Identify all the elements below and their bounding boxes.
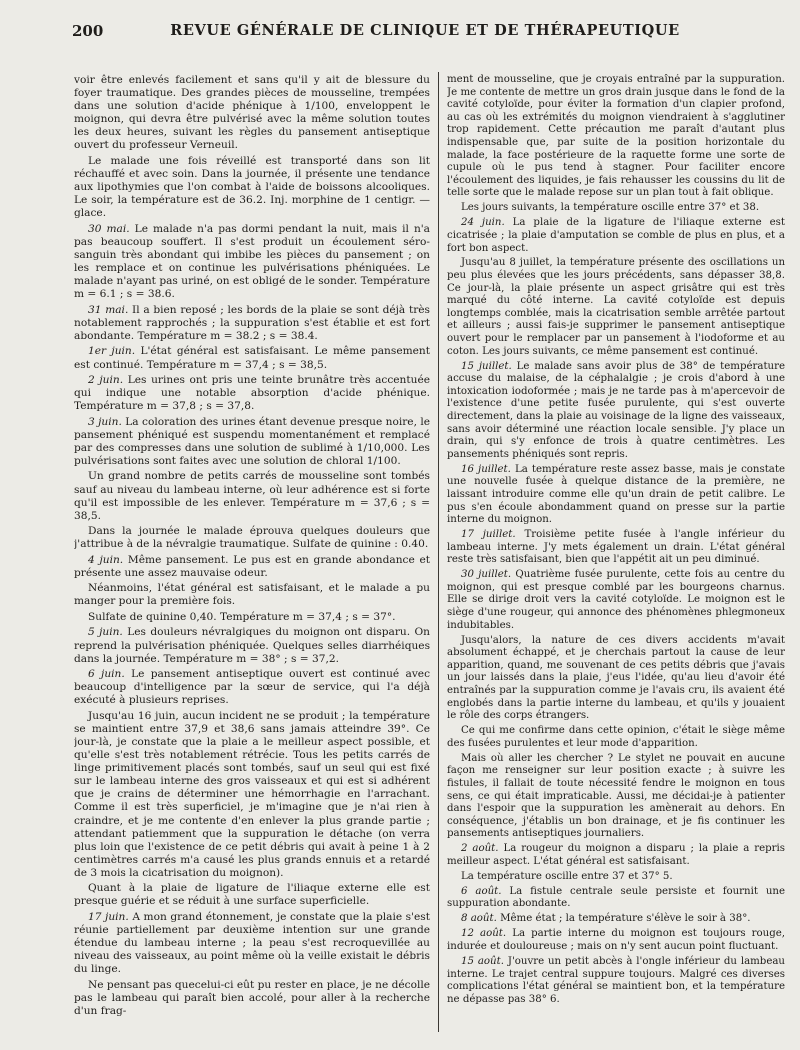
paragraph-text: Le malade une fois réveillé est transporté dans son lit réchauffé et avec soin. Dans la journée, il présente une tendance aux lipothymies que l'on combat à l'aide de boissons alcooliques. Le soir, la température est de 36.2. Inj. morphine de 1 centigr. — glace.: [74, 154, 430, 220]
column-divider: [438, 72, 439, 1032]
entry-date: 5 juin.: [88, 626, 123, 639]
paragraph: [447, 956, 785, 1006]
entry-date: 2 juin.: [88, 374, 124, 387]
paragraph-text: Un grand nombre de petits carrés de mousseline sont tombés sauf au niveau du lambeau interne, où leur adhérence est si forte qu'il est impossible de les enlever. Température m = 37,6 ; s = 38,5.: [74, 470, 430, 522]
paragraph: [447, 871, 785, 884]
paragraph: [447, 257, 785, 358]
paragraph: [447, 361, 785, 462]
paragraph: [74, 911, 430, 976]
paragraph-text: Dans la journée le malade éprouva quelques douleurs que j'attribue à de la névralgie traumatique. Sulfate de quinine : 0.40.: [74, 525, 430, 551]
paragraph-text: A mon grand étonnement, je constate que la plaie s'est réunie partiellement par deuxième intention sur une grande étendue du lambeau interne ; la peau s'est recroquevillée au niveau des vaisseaux, au point même où la veille existait le débris du linge.: [74, 910, 430, 976]
paragraph-text: Il a bien reposé ; les bords de la plaie se sont déjà très notablement rapprochés ; la suppuration s'est établie et est fort abondante. Température m = 38.2 ; s = 38.4.: [74, 303, 430, 342]
paragraph-text: Quatrième fusée purulente, cette fois au centre du moignon, qui est presque comblé par les bourgeons charnus. Elle se dirige droit vers la cavité cotyloïde. Le moignon est le siège d'une rougeur, qui annonce des phénomènes phlegmoneux indubitables.: [447, 569, 785, 631]
paragraph-text: J'ouvre un petit abcès à l'ongle inférieur du lambeau interne. Le trajet central suppure toujours. Malgré ces diverses complications l'état général se maintient bon, et la température ne dépasse pas 38° 6.: [447, 956, 785, 1005]
paragraph: [74, 525, 430, 551]
entry-date: 2 août.: [461, 843, 499, 855]
entry-date: 17 juin.: [88, 910, 129, 923]
entry-date: 30 mai.: [88, 222, 130, 235]
paragraph: [74, 626, 430, 665]
paragraph-text: Mais où aller les chercher ? Le stylet ne pouvait en aucune façon me renseigner sur leur position exacte ; à suivre les fistules, il fallait de toute nécessité fendre le moignon en tous sens, ce qui était impraticable. Aussi, me décidai-je à patienter dans l'espoir que la suppuration les amènerait au dehors. En conséquence, j'établis un bon drainage, et je fis continuer les pansements antiseptiques journaliers.: [447, 752, 785, 840]
paragraph-text: Ne pensant pas quecelui-ci eût pu rester en place, je ne décolle pas le lambeau qui paraît bien accolé, pour aller à la recherche d'un frag-: [74, 978, 430, 1018]
paragraph: [447, 886, 785, 911]
paragraph: [74, 979, 430, 1018]
entry-date: 3 juin.: [88, 415, 122, 428]
paragraph-text: La plaie de la ligature de l'iliaque externe est cicatrisée ; la plaie d'amputation se comble de plus en plus, et a fort bon aspect.: [447, 217, 785, 254]
paragraph-text: ment de mousseline, que je croyais entraîné par la suppuration. Je me contente de mettre un gros drain jusque dans le fond de la cavité cotyloïde, pour éviter la formation d'un clapier profond, au cas où les extrémités du moignon viendraient à s'agglutiner trop rapidement. Cette précaution me paraît d'autant plus indispensable que, par suite de la position horizontale du malade, la face postérieure de la raquette forme une sorte de cupule où le pus tend à stagner. Pour faciliter encore l'écoulement des liquides, je fais rehausser les coussins du lit de telle sorte que le malade repose sur un plan tout à fait oblique.: [447, 74, 785, 199]
paragraph: [74, 668, 430, 707]
paragraph: [74, 223, 430, 302]
paragraph: [447, 569, 785, 632]
paragraph-text: Les jours suivants, la température oscille entre 37° et 38.: [461, 202, 760, 214]
entry-date: 17 juillet.: [461, 529, 516, 541]
paragraph: [447, 928, 785, 953]
paragraph-text: Les douleurs névralgiques du moignon ont disparu. On reprend la pulvérisation phéniquée. Quelques selles diarrhéiques dans la journée. Température m = 38° ; s = 37,2.: [74, 626, 430, 665]
paragraph: [447, 217, 785, 255]
paragraph-text: La température reste assez basse, mais je constate une nouvelle fusée à quelque distance de la première, ne laissant introduire comme elle qu'un drain de petit calibre. Le pus s'en écoule abondamment quand on presse sur la partie interne du moignon.: [447, 463, 785, 526]
paragraph: [74, 470, 430, 522]
paragraph-text: La partie interne du moignon est toujours rouge, indurée et douloureuse ; mais on n'y sent aucun point fluctuant.: [447, 928, 785, 953]
paragraph-text: La coloration des urines étant devenue presque noire, le pansement phéniqué est suspendu momentanément et remplacé par des compresses dans une solution de sublimé à 1/10,000. Les pulvérisations sont faites avec une solution de chloral 1/100.: [74, 415, 430, 467]
paragraph: [74, 554, 430, 580]
paragraph-text: La fistule centrale seule persiste et fournit une suppuration abondante.: [447, 885, 785, 910]
entry-date: 1er juin.: [88, 345, 136, 358]
entry-date: 8 août.: [461, 913, 497, 925]
paragraph: [447, 74, 785, 200]
right-column: [447, 74, 785, 1034]
paragraph-text: L'état général est satisfaisant. Le même pansement est continué. Température m = 37,4 ; s = 38,5.: [74, 345, 430, 371]
paragraph-text: Même état ; la température s'élève le soir à 38°.: [500, 913, 751, 925]
paragraph-text: Jusqu'alors, la nature de ces divers accidents m'avait absolument échappé, et je cherchais partout la cause de leur apparition, quand, me souvenant de ces petits débris que j'avais un jour laissés dans la plaie, j'eus l'idée, qu'au lieu d'avoir été entraînés par la suppuration comme je l'avais cru, ils avaient été englobés dans la partie interne du lambeau, et qu'ils y jouaient le rôle des corps étrangers.: [447, 634, 785, 722]
paragraph-text: voir être enlevés facilement et sans qu'il y ait de blessure du foyer traumatique. Des grandes pièces de mousseline, trempées dans une solution d'acide phénique à 1/100, enveloppent le moignon, qui devra être pulvérisé avec la même solution toutes les deux heures, suivant les règles du pansement antiseptique ouvert du professeur Verneuil.: [74, 74, 430, 152]
paragraph-text: Néanmoins, l'état général est satisfaisant, et le malade a pu manger pour la première fois.: [74, 582, 430, 608]
page-number: 200: [72, 22, 104, 40]
left-column: [74, 74, 430, 1034]
paragraph-text: Quant à la plaie de ligature de l'iliaque externe elle est presque guérie et se réduit à une surface superficielle.: [74, 882, 430, 908]
paragraph: [74, 416, 430, 468]
entry-date: 15 juillet.: [461, 360, 512, 372]
paragraph: [74, 582, 430, 608]
paragraph: [447, 635, 785, 723]
paragraph-text: Jusqu'au 16 juin, aucun incident ne se produit ; la température se maintient entre 37,9 et 38,6 sans jamais atteindre 39°. Ce jour-là, je constate que la plaie a le meilleur aspect possible, et qu'elle s'est très notablement rétrécie. Tous les petits carrés de linge primitivement placés sont tombés, sauf un seul qui est fixé sur le lambeau interne des gros vaisseaux et qui est si adhérent que je crains de déterminer une hémorrhagie en l'arrachant. Comme il est très superficiel, je m'imagine que je n'ai rien à craindre, et je me contente d'en enlever la plus grande partie ; attendant patiemment que la suppuration le détache (on verra plus loin que l'existence de ce petit débris qui avait à peine 1 à 2 centimètres carrés m'a causé les plus grands ennuis et a retardé de 3 mois la cicatrisation du moignon).: [74, 709, 430, 879]
paragraph-text: La température oscille entre 37 et 37° 5.: [461, 870, 673, 882]
paragraph: [74, 374, 430, 413]
paragraph: [447, 725, 785, 750]
entry-date: 16 juillet.: [461, 463, 511, 475]
entry-date: 6 août.: [461, 885, 502, 897]
entry-date: 12 août.: [461, 928, 507, 940]
paragraph-text: Ce qui me confirme dans cette opinion, c'était le siège même des fusées purulentes et leur mode d'apparition.: [447, 725, 785, 749]
paragraph-text: La rougeur du moignon a disparu ; la plaie a repris meilleur aspect. L'état général est satisfaisant.: [447, 843, 785, 867]
entry-date: 6 juin.: [88, 668, 125, 681]
entry-date: 30 juillet.: [461, 569, 512, 581]
paragraph: [74, 611, 430, 624]
paragraph-text: Troisième petite fusée à l'angle inférieur du lambeau interne. J'y mets également un drain. L'état général reste très satisfaisant, bien que l'appétit ait un peu diminué.: [447, 529, 785, 566]
paragraph-text: Le malade sans avoir plus de 38° de température accuse du malaise, de la céphalalgie ; je crois d'abord à une intoxication iodoformée ; mais je ne tarde pas à m'apercevoir de l'existence d'une petite fusée purulente, qui s'est ouverte directement, dans la plaie au voisinage de la ligne des vaisseaux, sans avoir déterminé une réaction locale sensible. J'y place un drain, qui s'y enfonce de trois à quatre centimètres. Les pansements phéniqués sont repris.: [447, 360, 785, 460]
paragraph: [447, 529, 785, 567]
entry-date: 24 juin.: [461, 217, 505, 229]
paragraph: [74, 74, 430, 153]
entry-date: 15 août.: [461, 956, 504, 968]
paragraph: [74, 345, 430, 371]
paragraph: [74, 155, 430, 220]
running-title: REVUE GÉNÉRALE DE CLINIQUE ET DE THÉRAPEUTIQUE: [170, 22, 680, 39]
entry-date: 4 juin.: [88, 553, 124, 566]
paragraph: [447, 913, 785, 926]
entry-date: 31 mai.: [88, 303, 129, 316]
paragraph: [74, 710, 430, 880]
paragraph: [74, 882, 430, 908]
paragraph-text: Jusqu'au 8 juillet, la température présente des oscillations un peu plus élevées que les jours précédents, sans dépasser 38,8. Ce jour-là, la plaie présente un aspect grisâtre qui est très marqué du côté interne. La cavité cotyloïde est depuis longtemps comblée, mais la cicatrisation semble arrêtée partout et ailleurs ; aussi fais-je supprimer le pansement antiseptique ouvert pour le remplacer par un pansement à l'iodoforme et au coton. Les jours suivants, ce même pansement est continué.: [447, 257, 785, 357]
paragraph: [447, 843, 785, 868]
paragraph: [447, 202, 785, 215]
paragraph-text: Les urines ont pris une teinte brunâtre très accentuée qui indique une notable absorption d'acide phénique. Température m = 37,8 ; s = 37,8.: [74, 374, 430, 413]
paragraph-text: Même pansement. Le pus est en grande abondance et présente une assez mauvaise odeur.: [74, 553, 430, 579]
paragraph: [74, 304, 430, 343]
paragraph-text: Sulfate de quinine 0,40. Température m = 37,4 ; s = 37°.: [88, 610, 396, 623]
paragraph-text: Le malade n'a pas dormi pendant la nuit, mais il n'a pas beaucoup souffert. Il s'est produit un écoulement séro-sanguin très abondant qui imbibe les pièces du pansement ; on les remplace et on continue les pulvérisations phéniquées. Le malade n'ayant pas uriné, on est obligé de le sonder. Température m = 6.1 ; s = 38.6.: [74, 222, 430, 301]
paragraph: [447, 753, 785, 841]
paragraph: [447, 464, 785, 527]
paragraph-text: Le pansement antiseptique ouvert est continué avec beaucoup d'intelligence par la sœur de service, qui l'a déjà exécuté à plusieurs reprises.: [74, 668, 430, 707]
page-header: [72, 22, 778, 46]
